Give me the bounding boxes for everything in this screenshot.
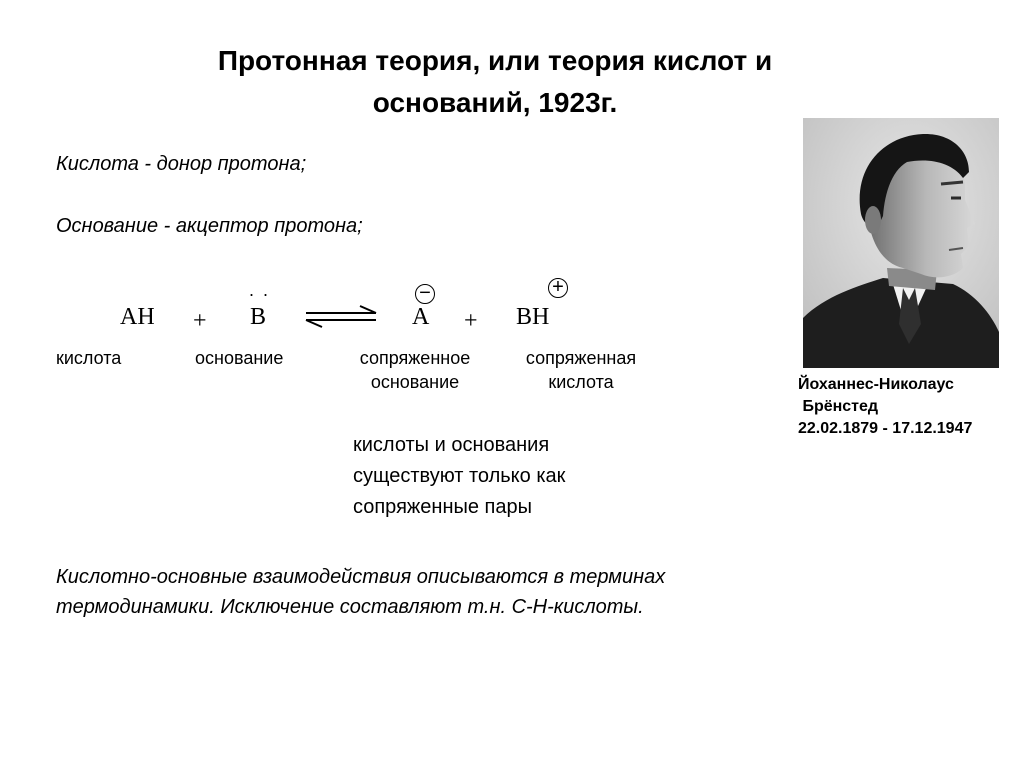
caption-surname: Брёнстед (798, 398, 879, 415)
label-conj-acid-line-2: кислота (548, 372, 614, 392)
plus-charge-icon: + (548, 278, 568, 298)
minus-charge-icon: − (415, 284, 435, 304)
conjugate-pairs-note (353, 430, 565, 523)
title-line-1: Протонная теория, или теория кислот и (217, 45, 773, 76)
acid-definition: Кислота - донор протона; (56, 153, 307, 175)
eq-plus-2: + (464, 308, 478, 334)
note-line-2: существуют только как (353, 465, 566, 487)
equilibrium-arrow-icon (300, 304, 382, 328)
footer-text (56, 562, 665, 622)
label-acid: кислота (56, 348, 122, 368)
footer-line-2: термодинамики. Исключение составляют т.н. С-Н-кислоты. (56, 596, 644, 618)
note-line-3: сопряженные пары (353, 496, 533, 518)
note-line-1: кислоты и основания (353, 434, 550, 456)
slide-title (0, 40, 990, 124)
label-conj-base (340, 346, 490, 394)
footer-line-1: Кислотно-основные взаимодействия описываются в терминах (56, 566, 666, 588)
portrait-caption (798, 374, 972, 440)
base-definition: Основание - акцептор протона; (56, 215, 363, 237)
eq-conj-acid: BH (516, 304, 550, 330)
lone-pair-dots: . . (249, 280, 271, 300)
caption-name: Йоханнес-Николаус (798, 376, 954, 393)
eq-base: B (250, 304, 267, 330)
caption-dates: 22.02.1879 - 17.12.1947 (798, 420, 973, 437)
label-conj-base-line-2: основание (370, 372, 460, 392)
eq-conj-base: A (412, 304, 430, 330)
label-base: основание (195, 348, 284, 368)
eq-acid: AH (120, 304, 155, 330)
label-conj-acid-line-1: сопряженная (525, 348, 637, 368)
title-line-2: оснований, 1923г. (372, 87, 618, 118)
label-conj-base-line-1: сопряженное (359, 348, 471, 368)
eq-plus-1: + (193, 308, 207, 334)
portrait-photo (803, 118, 999, 368)
label-conj-acid (505, 346, 657, 394)
